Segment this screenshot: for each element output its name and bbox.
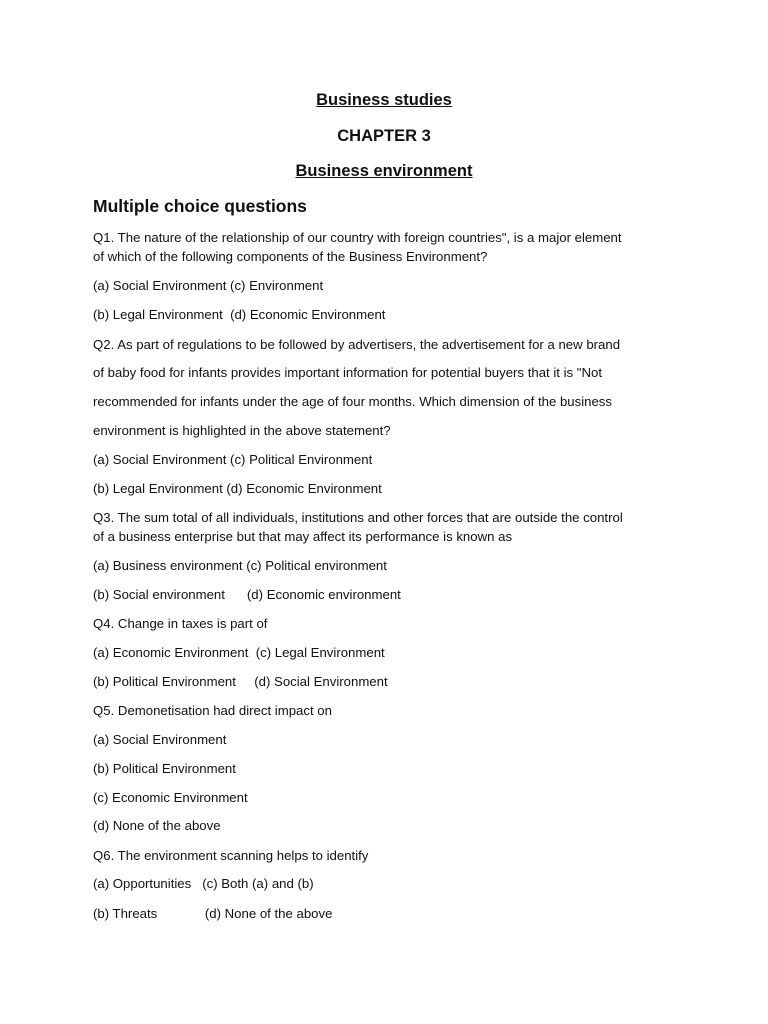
- q6-line: Q6. The environment scanning helps to identify: [93, 848, 369, 863]
- q3-options-a-c: (a) Business environment (c) Political environment: [93, 558, 387, 573]
- q1-options-b-d: (b) Legal Environment (d) Economic Environment: [93, 307, 386, 322]
- q4-options-a-c: (a) Economic Environment (c) Legal Environment: [93, 645, 385, 660]
- q2-line-2: of baby food for infants provides important information for potential buyers that it is "Not: [93, 365, 603, 380]
- q2-options-b-d: (b) Legal Environment (d) Economic Environment: [93, 481, 382, 496]
- q3-line-2: of a business enterprise but that may affect its performance is known as: [93, 529, 513, 544]
- chapter-title: CHAPTER 3: [337, 127, 431, 145]
- q5-option-b: (b) Political Environment: [93, 761, 236, 776]
- q5-option-a: (a) Social Environment: [93, 732, 227, 747]
- q1-line-1: Q1. The nature of the relationship of our country with foreign countries", is a major element: [93, 230, 622, 245]
- q4-options-b-d: (b) Political Environment (d) Social Environment: [93, 674, 388, 689]
- q3-line-1: Q3. The sum total of all individuals, institutions and other forces that are outside the control: [93, 510, 623, 525]
- q2-line-3: recommended for infants under the age of four months. Which dimension of the business: [93, 394, 612, 409]
- section-heading: Multiple choice questions: [93, 196, 307, 216]
- q4-line: Q4. Change in taxes is part of: [93, 616, 268, 631]
- q6-options-b-d: (b) Threats (d) None of the above: [93, 906, 333, 921]
- q2-line-4: environment is highlighted in the above statement?: [93, 423, 391, 438]
- q1-options-a-c: (a) Social Environment (c) Environment: [93, 278, 324, 293]
- subject-title: Business studies: [316, 91, 452, 109]
- q5-option-d: (d) None of the above: [93, 818, 221, 833]
- q2-line-1: Q2. As part of regulations to be followed by advertisers, the advertisement for a new brand: [93, 337, 621, 352]
- topic-title: Business environment: [295, 162, 473, 180]
- q5-line: Q5. Demonetisation had direct impact on: [93, 703, 332, 718]
- q6-options-a-c: (a) Opportunities (c) Both (a) and (b): [93, 876, 314, 891]
- q3-options-b-d: (b) Social environment (d) Economic environment: [93, 587, 401, 602]
- q1-line-2: of which of the following components of the Business Environment?: [93, 249, 488, 264]
- q5-option-c: (c) Economic Environment: [93, 790, 248, 805]
- q2-options-a-c: (a) Social Environment (c) Political Environment: [93, 452, 373, 467]
